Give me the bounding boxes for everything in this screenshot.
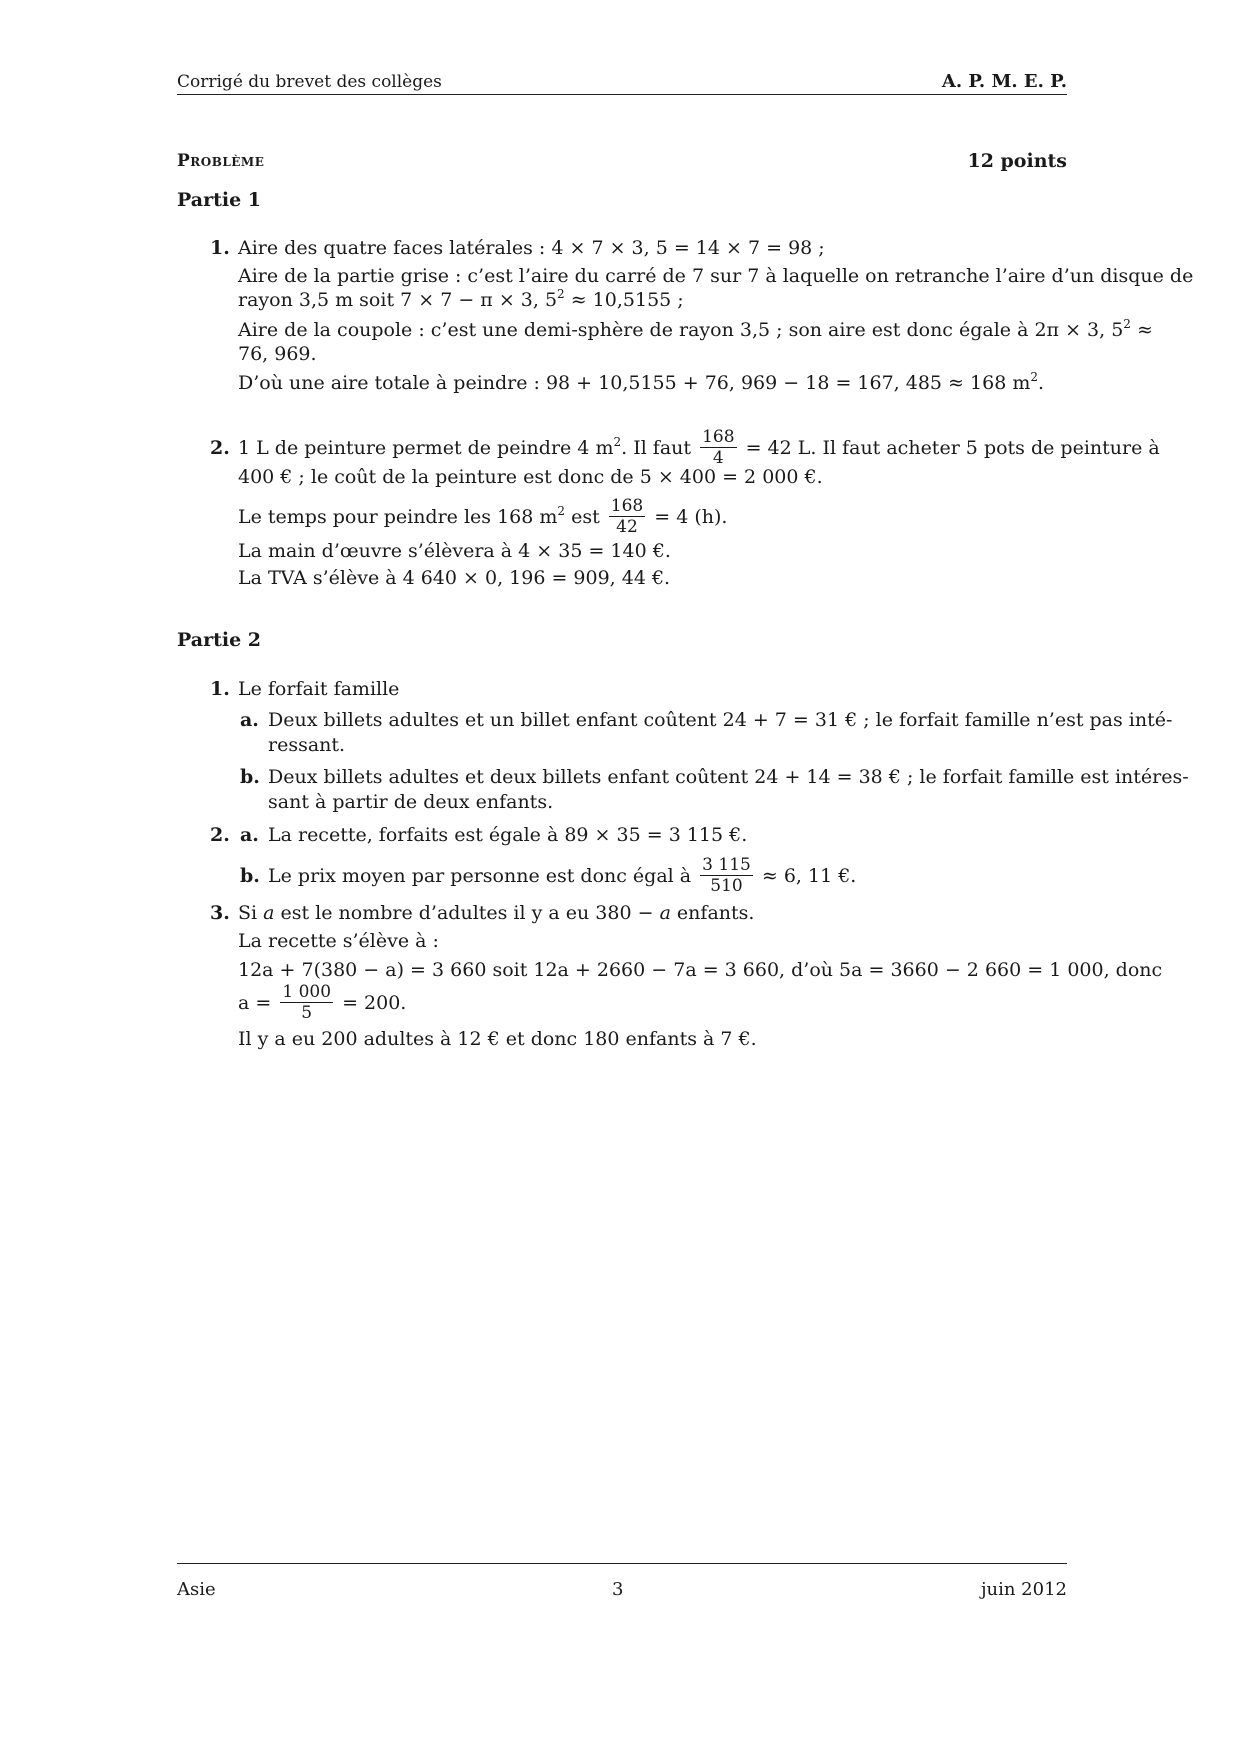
partie1-title: Partie 1	[177, 189, 262, 211]
p1-q2-line4: La main d’œuvre s’élèvera à 4 × 35 = 140 €.	[238, 540, 671, 562]
p2-q3-line4: a = $\frac{1 000}{5}$ = 200.	[238, 981, 407, 1023]
p2-q3-number: 3.	[210, 902, 230, 924]
p2-q1-a-line1: Deux billets adultes et un billet enfant coûtent 24 + 7 = 31 € ; le forfait famille n’est pas inté-	[268, 709, 1173, 731]
p2-q2-b-text: Le prix moyen par personne est donc égal à $\frac{3 115}{510}$ ≈ 6, 11 €.	[268, 854, 857, 896]
p1-q1-line2: Aire de la partie grise : c’est l’aire du carré de 7 sur 7 à laquelle on retranche l’aire d’un disque de	[238, 265, 1194, 287]
p2-q1-b-line2: sant à partir de deux enfants.	[268, 791, 554, 813]
p2-q1-a-line2: ressant.	[268, 734, 346, 756]
p1-q2-line2: 400 € ; le coût de la peinture est donc de 5 × 400 = 2 000 €.	[238, 466, 823, 488]
p2-q1-b-label: b.	[240, 766, 260, 788]
footer-left: Asie	[177, 1579, 216, 1600]
partie2-title: Partie 2	[177, 629, 262, 651]
p2-q2-a-label: a.	[240, 824, 259, 846]
p2-q2-a-text: La recette, forfaits est égale à 89 × 35 = 3 115 €.	[268, 824, 748, 846]
p1-q1-line1: Aire des quatre faces latérales : 4 × 7 × 3, 5 = 14 × 7 = 98 ;	[238, 237, 825, 259]
header-rule	[177, 94, 1067, 95]
p2-q1-a-label: a.	[240, 709, 259, 731]
problem-title: Problème	[177, 151, 265, 171]
fraction-3115-over-510: $\frac{3 115}{510}$	[702, 854, 751, 896]
p2-q1-number: 1.	[210, 678, 230, 700]
page-number: 3	[612, 1579, 624, 1600]
p1-q1-line4: Aire de la coupole : c’est une demi-sphère de rayon 3,5 ; son aire est donc égale à 2π × 3, $5^2$ ≈	[238, 316, 1153, 341]
p1-q2-line5: La TVA s’élève à 4 640 × 0, 196 = 909, 44 €.	[238, 567, 671, 589]
p1-q1-number: 1.	[210, 237, 230, 259]
p2-q1-b-line1: Deux billets adultes et deux billets enfant coûtent 24 + 14 = 38 € ; le forfait famille est intéres-	[268, 766, 1189, 788]
p2-q3-line3: 12a + 7(380 − a) = 3 660 soit 12a + 2660 − 7a = 3 660, d’où 5a = 3660 − 2 660 = 1 000, donc	[238, 959, 1163, 981]
p1-q1-line3: rayon 3,5 m soit 7 × 7 − π × 3, $5^2 \approx 10,5155$ ;	[238, 286, 684, 311]
fraction-1000-over-5: $\frac{1 000}{5}$	[282, 981, 332, 1023]
footer-right: juin 2012	[980, 1579, 1067, 1600]
p1-q2-line3: Le temps pour peindre les 168 $m^2$ est $\frac{168}{42}$ = 4 (h).	[238, 495, 728, 537]
p2-q3-line2: La recette s’élève à :	[238, 930, 439, 952]
p1-q1-line5: 76, 969.	[238, 343, 317, 365]
fraction-168-over-42: $\frac{168}{42}$	[610, 495, 644, 537]
fraction-168-over-4: $\frac{168}{4}$	[702, 426, 735, 468]
p2-q3-line1: Si a est le nombre d’adultes il y a eu 380 − a enfants.	[238, 902, 755, 924]
p1-q1-line6: D’où une aire totale à peindre : 98 + 10,5155 + 76, 969 − 18 = 167, 485 ≈ 168 $m^2$.	[238, 369, 1045, 394]
footer-rule	[177, 1563, 1067, 1564]
p2-q2-b-label: b.	[240, 865, 260, 887]
p2-q2-number: 2.	[210, 824, 230, 846]
header-left: Corrigé du brevet des collèges	[177, 72, 442, 92]
header-right: A. P. M. E. P.	[941, 71, 1067, 92]
problem-points: 12 points	[967, 150, 1067, 172]
p1-q2-line1: 1 L de peinture permet de peindre 4 $m^2$. Il faut $\frac{168}{4}$ = 42 L. Il faut acheter 5 pots de peinture à	[238, 426, 1160, 468]
p2-q3-line5: Il y a eu 200 adultes à 12 € et donc 180 enfants à 7 €.	[238, 1028, 757, 1050]
p2-q1-text: Le forfait famille	[238, 678, 400, 700]
p1-q2-number: 2.	[210, 437, 230, 459]
